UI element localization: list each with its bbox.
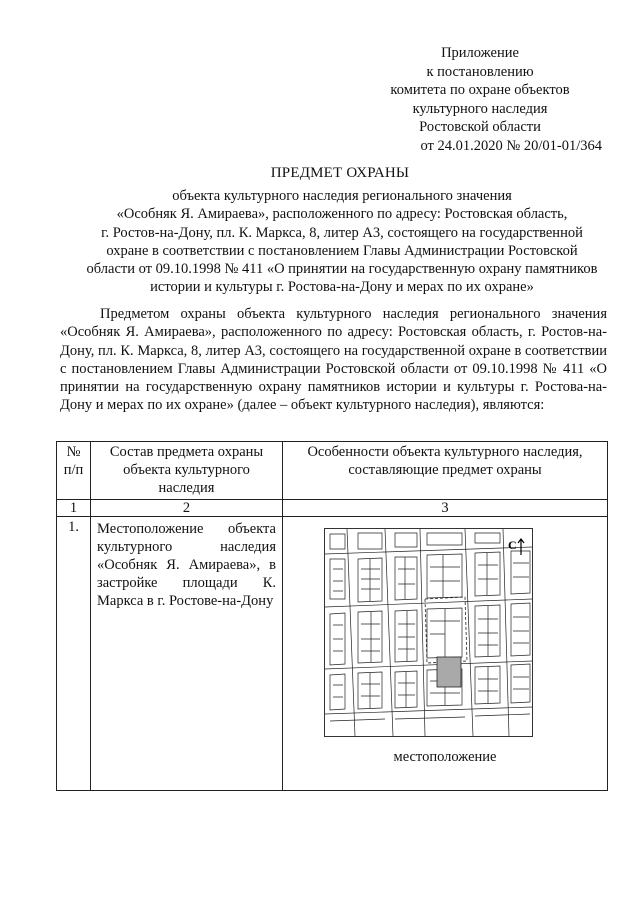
appendix-line: Приложение	[441, 45, 519, 61]
subtitle-line: охране в соответствии с постановлением Главы Администрации Ростовской	[106, 242, 578, 259]
header-number: № п/п	[57, 442, 91, 500]
subtitle-line: объекта культурного наследия регионального значения	[172, 188, 512, 204]
column-number: 1	[57, 500, 91, 517]
subtitle-line: области от 09.10.1998 № 411 «О принятии на государственную охрану памятников	[86, 261, 598, 278]
header-features: Особенности объекта культурного наследия, составляющие предмет охраны	[283, 442, 608, 500]
header-composition: Состав предмета охраны объекта культурного наследия	[91, 442, 283, 500]
row-features	[283, 517, 608, 791]
table-row	[57, 517, 608, 791]
appendix-line: Ростовской области	[419, 119, 541, 136]
protection-subject-table	[56, 441, 608, 791]
object-highlight	[437, 657, 461, 687]
location-map-drawing	[325, 529, 532, 736]
appendix-line: комитета по охране объектов	[390, 82, 570, 99]
subtitle-line: истории и культуры г. Ростова-на-Дону и мерах по их охране»	[150, 279, 534, 296]
map-caption: местоположение	[393, 749, 497, 766]
table-header-row	[57, 442, 608, 500]
north-label: С	[508, 538, 517, 553]
document-subtitle	[64, 187, 620, 297]
table-column-numbers-row	[57, 500, 608, 517]
row-number: 1.	[57, 517, 91, 791]
appendix-line: к постановлению	[426, 63, 534, 80]
column-number: 3	[283, 500, 608, 517]
appendix-header	[360, 44, 600, 156]
intro-paragraph: Предметом охраны объекта культурного наследия регионального значения «Особняк Я. Амираева», расположенного по адресу: Ростовская область, г. Ростов-на-Дону, пл. К. Маркса, 8, литер А3, состоящего на государственной охране в соответствии с постановлением Главы Администрации Ростовской области от 09.10.1998 № 411 «О принятии на государственную охрану памятников истории и культуры г. Ростова-на-Дону и мерах по их охране» (далее – объект культурного наследия), являются:	[60, 306, 607, 414]
document-title: ПРЕДМЕТ ОХРАНЫ	[270, 165, 410, 181]
row-composition: Местоположение объекта культурного наследия «Особняк Я. Амираева», в застройке площади К. Маркса в г. Ростове-на-Дону	[91, 517, 283, 791]
location-map	[324, 528, 533, 737]
subtitle-line: «Особняк Я. Амираева», расположенного по адресу: Ростовская область,	[116, 206, 568, 223]
column-number: 2	[91, 500, 283, 517]
subtitle-line: г. Ростов-на-Дону, пл. К. Маркса, 8, литер А3, состоящего на государственной	[101, 224, 583, 241]
appendix-date-number: от 24.01.2020 № 20/01-01/364	[420, 137, 602, 154]
appendix-line: культурного наследия	[412, 100, 548, 117]
